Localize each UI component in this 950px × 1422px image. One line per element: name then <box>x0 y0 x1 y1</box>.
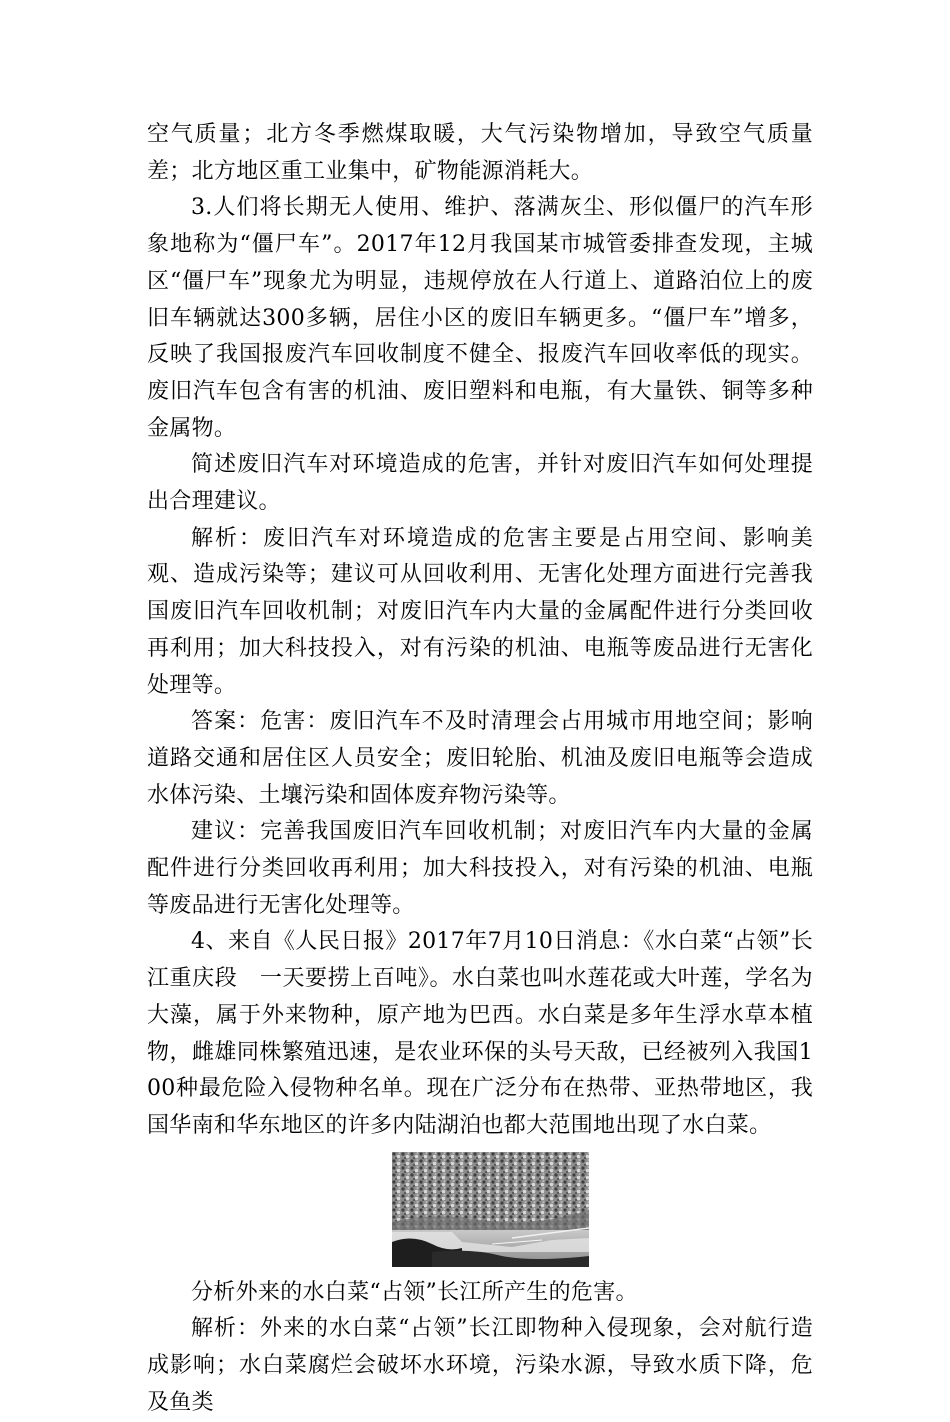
question-3-prompt: 简述废旧汽车对环境造成的危害，并针对废旧汽车如何处理提出合理建议。 <box>147 452 813 515</box>
water-lettuce-photo-icon <box>392 1152 589 1267</box>
question-3-analysis: 解析：废旧汽车对环境造成的危害主要是占用空间、影响美观、造成污染等；建议可从回收利用、无害化处理方面进行完善我国废旧汽车回收机制；对废旧汽车内大量的金属配件进行分类回收再利用；加大科技投入，对有污染的机油、电瓶等废品进行无害化处理等。 <box>147 525 813 698</box>
question-4-prompt: 分析外来的水白菜“占领”长江所产生的危害。 <box>191 1279 638 1305</box>
question-3-text: 3.人们将长期无人使用、维护、落满灰尘、形似僵尸的汽车形象地称为“僵尸车”。2017年12月我国某市城管委排查发现，主城区“僵尸车”现象尤为明显，违规停放在人行道上、道路泊位上的废旧车辆就达300多辆，居住小区的废旧车辆更多。“僵尸车”增多，反映了我国报废汽车回收制度不健全、报废汽车回收率低的现实。废旧汽车包含有害的机油、废旧塑料和电瓶，有大量铁、铜等多种金属物。 <box>147 195 813 441</box>
document-page <box>147 117 813 1422</box>
paragraph-continuation: 空气质量；北方冬季燃煤取暖，大气污染物增加，导致空气质量差；北方地区重工业集中，矿物能源消耗大。 <box>147 122 813 184</box>
question-4-analysis: 解析：外来的水白菜“占领”长江即物种入侵现象，会对航行造成影响；水白菜腐烂会破坏水环境，污染水源，导致水质下降，危及鱼类 <box>147 1316 813 1415</box>
question-3-answer: 答案：危害：废旧汽车不及时清理会占用城市用地空间；影响道路交通和居住区人员安全；废旧轮胎、机油及废旧电瓶等会造成水体污染、土壤污染和固体废弃物污染等。 <box>147 709 813 808</box>
question-3-suggestion: 建议：完善我国废旧汽车回收机制；对废旧汽车内大量的金属配件进行分类回收再利用；加大科技投入，对有污染的机油、电瓶等废品进行无害化处理等。 <box>147 819 813 918</box>
question-4-text: 4、来自《人民日报》2017年7月10日消息：《水白菜“占领”长江重庆段 一天要捞上百吨》。水白菜也叫水莲花或大叶莲，学名为大藻，属于外来物种，原产地为巴西。水白菜是多年生浮水草本植物，雌雄同株繁殖迅速，是农业环保的头号天敌，已经被列入我国100种最危险入侵物种名单。现在广泛分布在热带、亚热带地区，我国华南和华东地区的许多内陆湖泊也都大范围地出现了水白菜。 <box>147 929 813 1138</box>
